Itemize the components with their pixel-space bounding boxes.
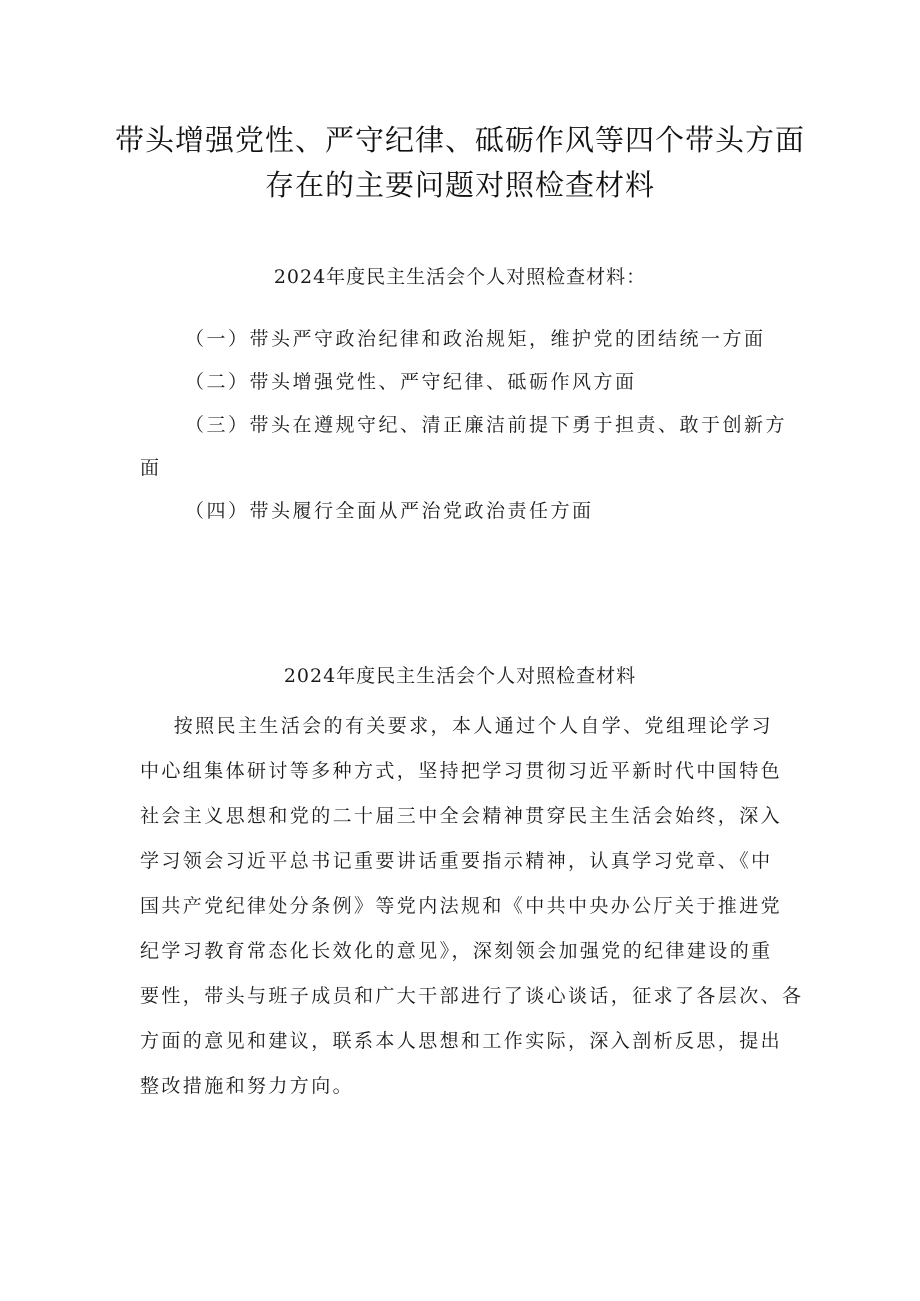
paragraph-line: 国共产党纪律处分条例》等党内法规和《中共中央办公厅关于推进党 bbox=[140, 895, 783, 917]
paragraph-line: 要性，带头与班子成员和广大干部进行了谈心谈话，征求了各层次、各 bbox=[140, 985, 804, 1007]
section-heading-2: 2024年度民主生活会个人对照检查材料 bbox=[283, 665, 637, 687]
list-item: （二）带头增强党性、严守纪律、砥砺作风方面 bbox=[185, 371, 637, 393]
list-item: （四）带头履行全面从严治党政治责任方面 bbox=[185, 500, 594, 522]
paragraph-line: 整改措施和努力方向。 bbox=[140, 1075, 355, 1097]
paragraph-line: 按照民主生活会的有关要求，本人通过个人自学、党组理论学习 bbox=[140, 715, 773, 737]
document-title-line-1: 带头增强党性、严守纪律、砥砺作风等四个带头方面 bbox=[114, 123, 805, 157]
list-item-continuation: 面 bbox=[140, 457, 162, 479]
paragraph-line: 中心组集体研讨等多种方式，坚持把学习贯彻习近平新时代中国特色 bbox=[140, 760, 783, 782]
section-heading-1: 2024年度民主生活会个人对照检查材料： bbox=[273, 266, 647, 288]
document-title-line-2: 存在的主要问题对照检查材料 bbox=[264, 168, 655, 202]
paragraph-line: 纪学习教育常态化长效化的意见》，深刻领会加强党的纪律建设的重 bbox=[140, 940, 773, 962]
paragraph-line: 方面的意见和建议，联系本人思想和工作实际，深入剖析反思，提出 bbox=[140, 1030, 783, 1052]
paragraph-line: 学习领会习近平总书记重要讲话重要指示精神，认真学习党章、《中 bbox=[140, 850, 773, 872]
paragraph-line: 社会主义思想和党的二十届三中全会精神贯穿民主生活会始终，深入 bbox=[140, 805, 783, 827]
list-item: （三）带头在遵规守纪、清正廉洁前提下勇于担责、敢于创新方 bbox=[185, 414, 788, 436]
list-item: （一）带头严守政治纪律和政治规矩，维护党的团结统一方面 bbox=[185, 328, 766, 350]
